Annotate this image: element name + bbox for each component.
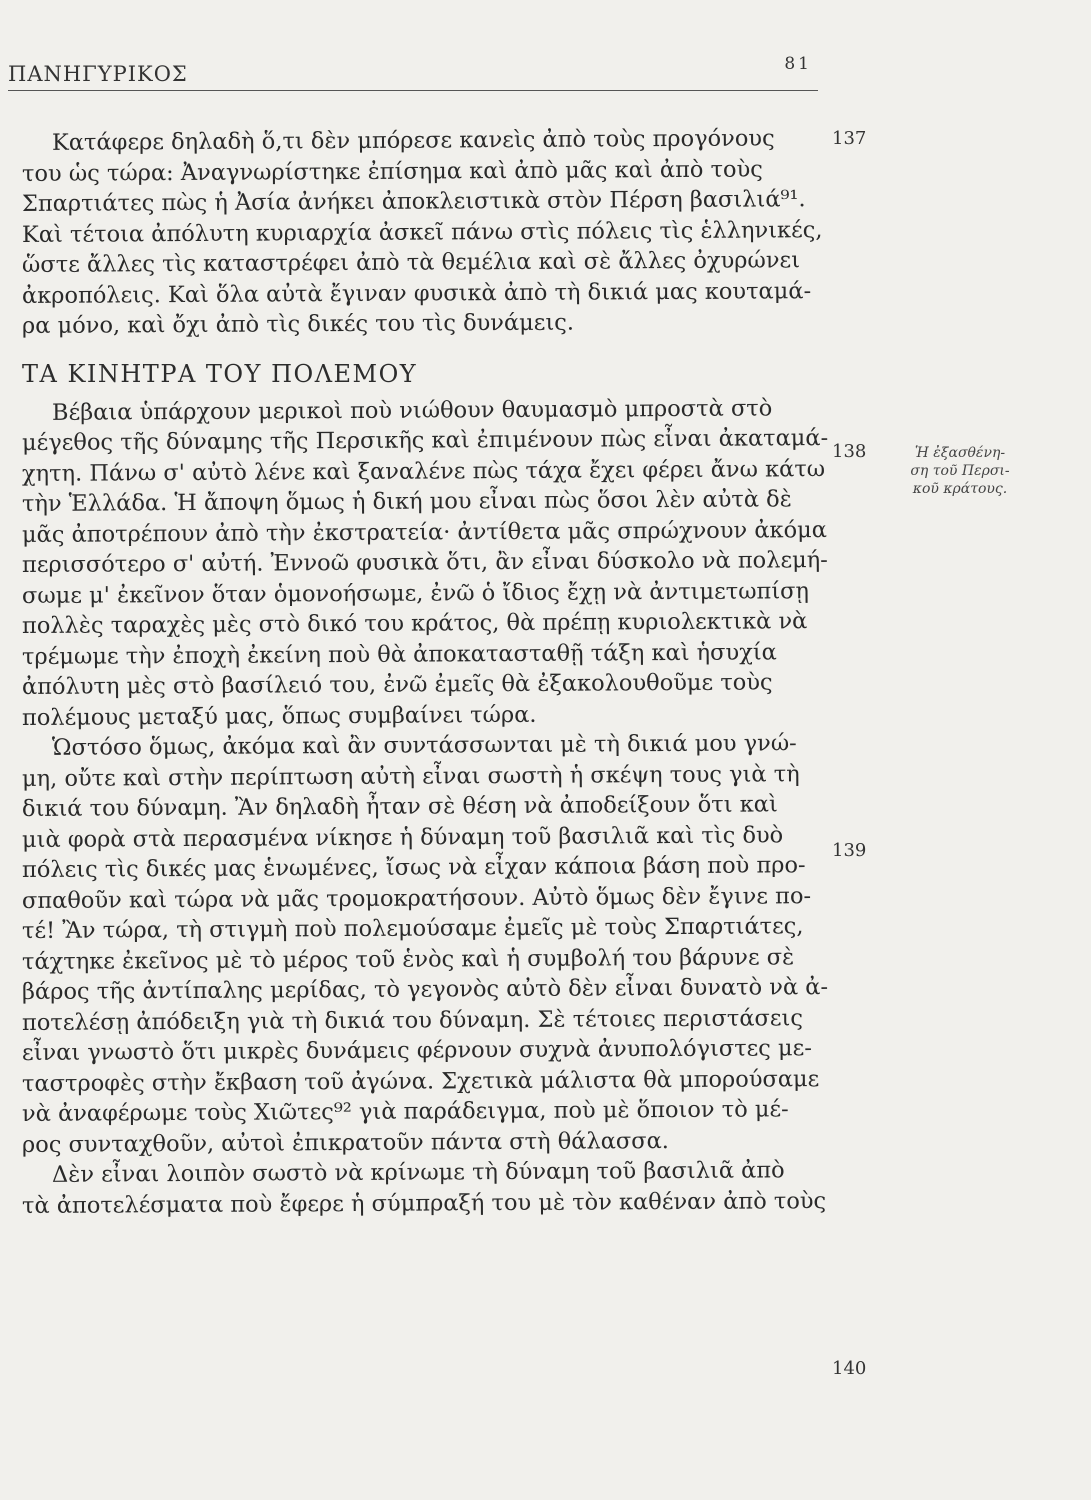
paragraph-137 (21, 125, 852, 342)
text-line: δικιά του δύναμη. Ἂν δηλαδὴ ἦταν σὲ θέση νὰ ἀποδείξουν ὅτι καὶ (21, 791, 778, 822)
text-line: σπαθοῦν καὶ τώρα νὰ μᾶς τρομοκρατήσουν. Αὐτὸ ὅμως δὲν ἔγινε πο- (21, 882, 812, 914)
running-head: ΠΑΝΗΓΥΡΙΚΟΣ (8, 62, 188, 86)
text-line: τὰ ἀποτελέσματα ποὺ ἔφερε ἡ σύμπραξή του μὲ τὸν καθέναν ἀπὸ τοὺς (21, 1187, 827, 1219)
text-line: Βέβαια ὑπάρχουν μερικοὶ ποὺ νιώθουν θαυμασμὸ μπροστὰ στὸ (51, 394, 773, 426)
section-number-139: 139 (832, 840, 867, 861)
text-line: του ὡς τώρα: Ἀναγνωρίστηκε ἐπίσημα καὶ ἀπὸ μᾶς καὶ ἀπὸ τοὺς (21, 155, 763, 187)
text-line: πόλεις τὶς δικές μας ἑνωμένες, ἴσως νὰ εἶχαν κάποια βάση ποὺ προ- (21, 852, 806, 883)
margin-note-line: Ἡ ἐξασθένη- (914, 445, 1006, 461)
text-line: Σπαρτιάτες πὼς ἡ Ἀσία ἀνήκει ἀποκλειστικὰ στὸν Πέρση βασιλιά⁹¹. (21, 186, 806, 217)
text-line: νὰ ἀναφέρωμε τοὺς Χιῶτες⁹² γιὰ παράδειγμα, ποὺ μὲ ὅποιον τὸ μέ- (21, 1096, 789, 1127)
text-line: περισσότερο σ' αὐτή. Ἐννοῶ φυσικὰ ὅτι, ἂν εἶναι δύσκολο νὰ πολεμή- (21, 547, 828, 578)
text-line: πολλὲς ταραχὲς μὲς στὸ δικό του κράτος, θὰ πρέπῃ κυριολεκτικὰ νὰ (21, 608, 808, 639)
text-line: ρα μόνο, καὶ ὄχι ἀπὸ τὶς δικές του τὶς δυνάμεις. (21, 309, 575, 339)
text-line: μᾶς ἀποτρέπουν ἀπὸ τὴν ἐκστρατεία· ἀντίθετα μᾶς σπρώχνουν ἀκόμα (21, 516, 827, 548)
margin-note-line: ση τοῦ Περσι- (910, 463, 1010, 479)
text-line: τέ! Ἂν τώρα, τὴ στιγμὴ ποὺ πολεμούσαμε ἐμεῖς μὲ τοὺς Σπαρτιάτες, (21, 913, 804, 944)
text-line: πολέμους μεταξύ μας, ὅπως συμβαίνει τώρα. (21, 701, 537, 731)
section-number-140: 140 (832, 1358, 867, 1379)
text-line: ταστροφὲς στὴν ἔκβαση τοῦ ἀγώνα. Σχετικὰ μάλιστα θὰ μπορούσαμε (21, 1065, 820, 1097)
text-line: σωμε μ' ἐκεῖνον ὅταν ὁμονοήσωμε, ἐνῶ ὁ ἴδιος ἔχῃ νὰ ἀντιμετωπίσῃ (21, 577, 810, 609)
page-header (8, 54, 818, 91)
text-line: εἶναι γνωστὸ ὅτι μικρὲς δυνάμεις φέρνουν συχνὰ ἀνυπολόγιστες με- (21, 1035, 812, 1066)
page-number: 81 (784, 54, 812, 74)
text-line: Καὶ τέτοια ἀπόλυτη κυριαρχία ἀσκεῖ πάνω στὶς πόλεις τὶς ἑλληνικές, (21, 216, 823, 248)
text-line: ἀκροπόλεις. Καὶ ὅλα αὐτὰ ἔγιναν φυσικὰ ἀπὸ τὴ δικιά μας κουταμά- (21, 277, 812, 309)
text-line: Ὡστόσο ὅμως, ἀκόμα καὶ ἂν συντάσσωνται μὲ τὴ δικιά μου γνώ- (51, 730, 797, 761)
text-line: τάχτηκε ἐκεῖνος μὲ τὸ μέρος τοῦ ἑνὸς καὶ ἡ συμβολή του βάρυνε σὲ (21, 943, 795, 975)
margin-note-line: κοῦ κράτους. (912, 481, 1008, 497)
text-line: χητη. Πάνω σ' αὐτὸ λένε καὶ ξαναλένε πὼς τάχα ἔχει φέρει ἄνω κάτω (21, 455, 826, 487)
text-line: ρος συνταχθοῦν, αὐτοὶ ἐπικρατοῦν πάντα στὴ θάλασσα. (21, 1127, 670, 1158)
paragraph-139 (21, 730, 852, 1160)
section-heading: ΤΑ ΚΙΝΗΤΡΑ ΤΟΥ ΠΟΛΕΜΟΥ (22, 359, 418, 388)
text-line: ποτελέσῃ ἀπόδειξη γιὰ τὴ δικιά του δύναμη. Σὲ τέτοιες περιστάσεις (21, 1004, 804, 1036)
body-text (21, 125, 852, 1221)
paragraph-140 (21, 1157, 852, 1221)
text-line: Κατάφερε δηλαδὴ ὅ,τι δὲν μπόρεσε κανεὶς ἀπὸ τοὺς προγόνους (51, 125, 775, 156)
text-line: βάρος τῆς ἀντίπαλης μερίδας, τὸ γεγονὸς αὐτὸ δὲν εἶναι δυνατὸ νὰ ἀ- (21, 974, 829, 1005)
text-line: ὥστε ἄλλες τὶς καταστρέφει ἀπὸ τὰ θεμέλια καὶ σὲ ἄλλες ὀχυρώνει (21, 247, 801, 278)
text-line: ἀπόλυτη μὲς στὸ βασίλειό του, ἐνῶ ἐμεῖς θὰ ἐξακολουθοῦμε τοὺς (21, 669, 773, 700)
paragraph-138 (21, 394, 852, 734)
text-line: μη, οὔτε καὶ στὴν περίπτωση αὐτὴ εἶναι σωστὴ ἡ σκέψη τους γιὰ τὴ (21, 760, 800, 792)
section-number-137: 137 (832, 128, 867, 149)
text-line: τρέμωμε τὴν ἐποχὴ ἐκείνη ποὺ θὰ ἀποκατασταθῇ τάξη καὶ ἡσυχία (21, 638, 777, 670)
margin-note (880, 444, 1040, 498)
text-line: Δὲν εἶναι λοιπὸν σωστὸ νὰ κρίνωμε τὴ δύναμη τοῦ βασιλιᾶ ἀπὸ (51, 1157, 785, 1188)
text-line: μέγεθος τῆς δύναμης τῆς Περσικῆς καὶ ἐπιμένουν πὼς εἶναι ἀκαταμά- (21, 425, 829, 456)
text-line: μιὰ φορὰ στὰ περασμένα νίκησε ἡ δύναμη τοῦ βασιλιᾶ καὶ τὶς δυὸ (21, 821, 784, 853)
text-line: τὴν Ἑλλάδα. Ἡ ἄποψη ὅμως ἡ δική μου εἶναι πὼς ὅσοι λὲν αὐτὰ δὲ (21, 486, 792, 517)
section-number-138: 138 (832, 441, 867, 462)
